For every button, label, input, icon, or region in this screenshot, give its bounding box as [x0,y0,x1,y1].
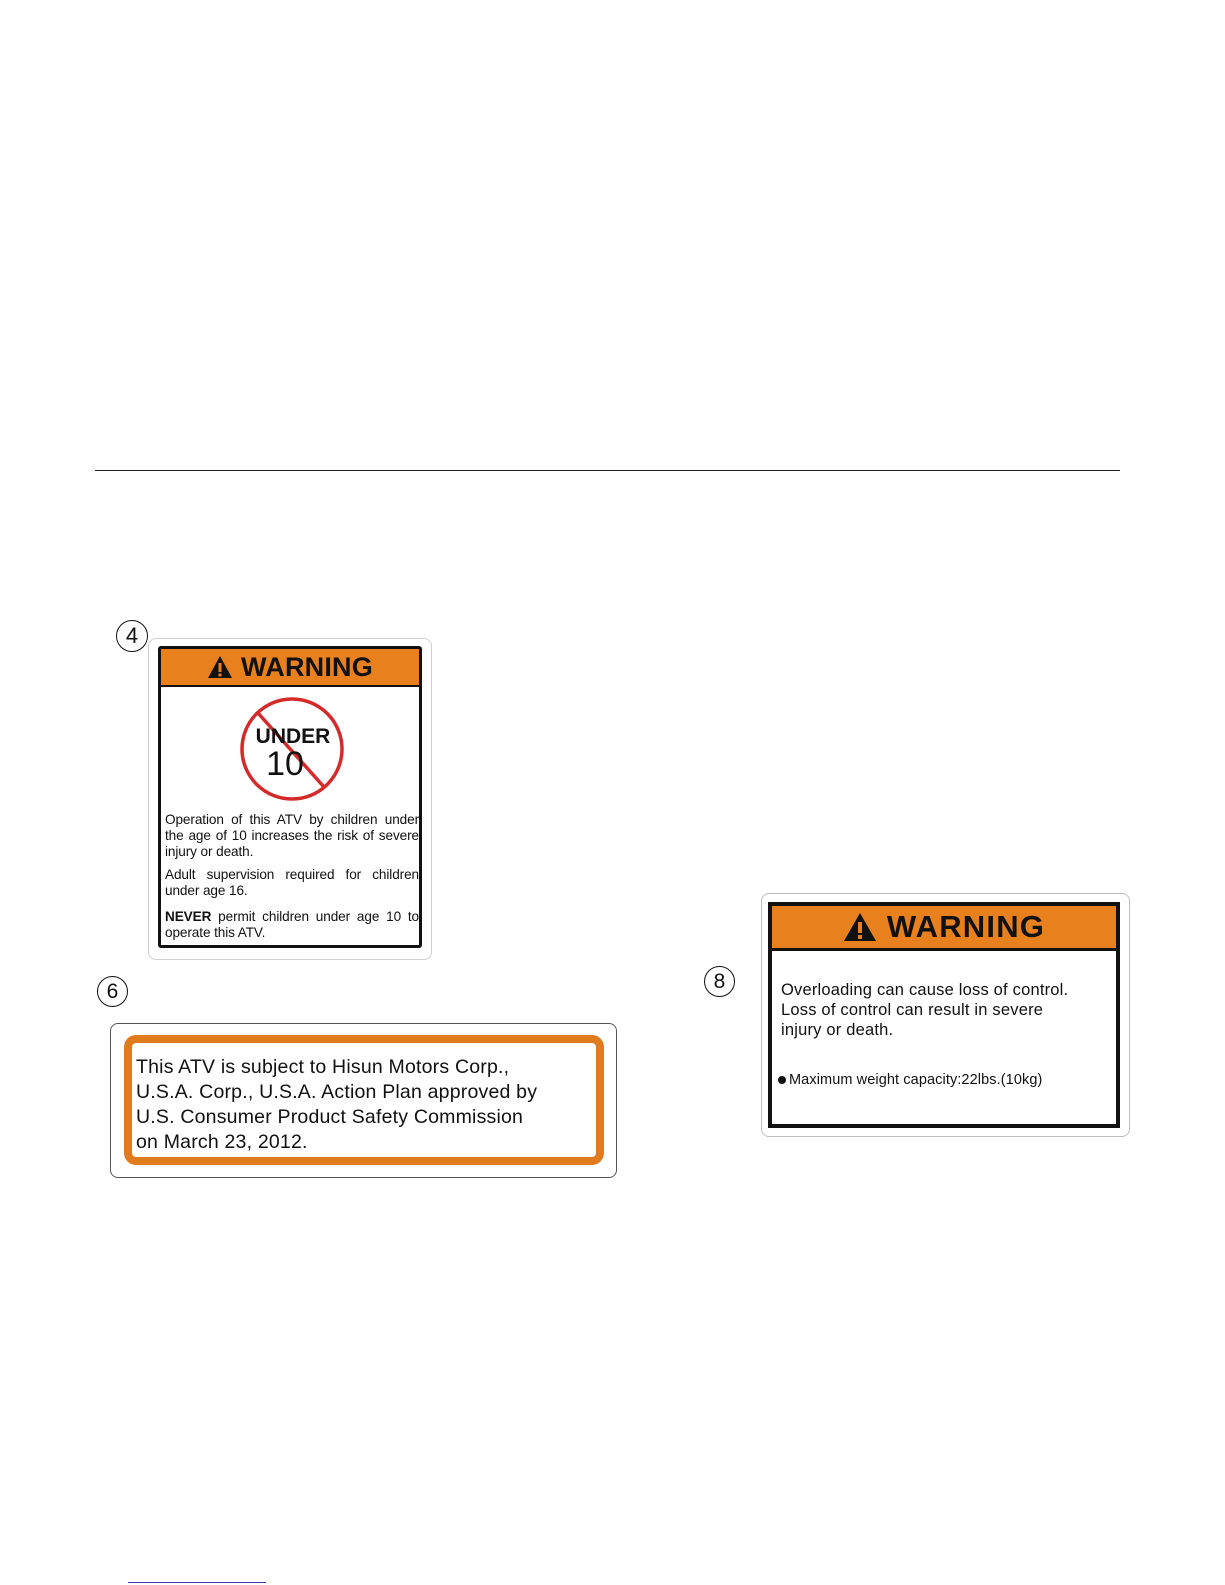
label-8-body-text [781,980,1068,1040]
warning-triangle-icon [843,912,877,942]
footnote-rule [128,1582,266,1583]
label-6-line-1: This ATV is subject to Hisun Motors Corp., [136,1056,510,1078]
label-4-paragraph-3-rest: permit children under age 10 to operate this ATV. [165,909,419,940]
sign-under-text: UNDER [255,725,331,748]
label-number-6: 6 [97,976,128,1007]
label-6-line-2: U.S.A. Corp., U.S.A. Action Plan approved by [136,1081,538,1103]
label-8-banner [772,906,1116,951]
sign-age-number: 10 [266,745,304,783]
label-4-warning-decal [158,646,422,948]
label-number-4: 4 [116,620,148,652]
label-6-action-plan-decal [124,1035,604,1165]
section-divider [95,470,1120,471]
label-4-paragraph-1: Operation of this ATV by children under the age of 10 increases the risk of severe injury or death. [165,812,419,859]
label-8-line-2: Loss of control can result in severe [781,1001,1044,1019]
label-8-banner-text: WARNING [886,909,1046,944]
label-4-paragraph-3 [165,909,419,941]
never-emphasis: NEVER [165,909,212,924]
bullet-dot-icon [778,1076,786,1084]
label-number-8: 8 [704,966,735,997]
warning-triangle-icon [207,655,233,679]
label-6-text [136,1055,537,1155]
label-4-banner [161,649,419,687]
max-weight-capacity: Maximum weight capacity:22lbs.(10kg) [789,1072,1043,1088]
label-4-paragraph-2: Adult supervision required for children under age 16. [165,867,419,898]
label-6-line-3: U.S. Consumer Product Safety Commission [136,1106,524,1128]
label-8-line-3: injury or death. [781,1021,894,1039]
label-4-banner-text: WARNING [241,651,373,682]
under-10-prohibition-sign [238,695,346,803]
label-8-overload-warning-decal [768,902,1120,1128]
label-6-line-4: on March 23, 2012. [136,1131,308,1153]
label-8-bullet [778,1072,1042,1088]
label-8-line-1: Overloading can cause loss of control. [781,981,1069,999]
